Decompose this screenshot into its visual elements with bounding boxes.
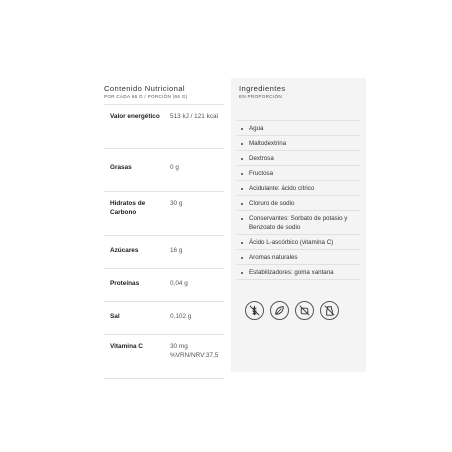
bullet-icon [241,272,243,274]
nutrition-row-label: Valor energético [110,113,160,120]
ingredient-label: Conservantes: Sorbato de potasio y Benzoato de sodio [249,215,348,231]
nutrition-row-label: Hidratos de Carbono [110,200,146,216]
nutrition-row-label: Proteínas [110,280,140,287]
ingredient-label: Estabilizadores: goma xantana [249,269,334,276]
nutrition-row-value: 0,102 g [170,313,192,320]
nutrition-row [104,335,224,379]
nutrition-row-label: Grasas [110,164,132,171]
ingredients-list [237,120,360,280]
list-item [237,250,360,265]
nutrition-row-value: 16 g [170,247,183,254]
ingredient-label: Ácido L-ascórbico (vitamina C) [249,239,334,246]
nutrition-row-value: 513 kJ / 121 kcal [170,113,218,120]
list-item [237,235,360,250]
ingredient-label: Aromas naturales [249,254,298,261]
nutrition-row [104,302,224,335]
nutrition-row [104,236,224,269]
list-item [237,121,360,136]
nutrition-row-value: 30 mg %VRN/NRV:37,5 [170,343,219,359]
bullet-icon [241,242,243,244]
ingredient-label: Cloruro de sodio [249,200,295,207]
bullet-icon [241,188,243,190]
ingredients-header [239,84,286,100]
no-milk-icon [320,301,339,320]
nutrition-panel [104,84,224,359]
no-wheat-icon [245,301,264,320]
ingredient-label: Maltodextrina [249,140,287,147]
ingredients-subtitle: EN PROPORCIÓN [239,94,282,99]
nutrition-row-label: Sal [110,313,120,320]
nutrition-row-value: 0,04 g [170,280,188,287]
list-item [237,211,360,235]
list-item [237,151,360,166]
nutrition-row-value: 0 g [170,164,179,171]
ingredient-label: Fructosa [249,170,274,177]
ingredients-title: Ingredientes [239,84,286,93]
bullet-icon [241,143,243,145]
ingredient-label: Agua [249,125,264,132]
nutrition-subtitle: POR CADA 66 G / PORCIÓN (66 G) [104,94,188,99]
nutrition-row-label: Vitamina C [110,343,143,350]
nutrition-row [104,149,224,192]
nutrition-table [104,104,224,379]
bullet-icon [241,173,243,175]
diet-badges [245,301,339,320]
bullet-icon [241,218,243,220]
nutrition-title: Contenido Nutricional [104,84,186,93]
bullet-icon [241,158,243,160]
list-item [237,265,360,280]
ingredient-label: Acidulante: ácido cítrico [249,185,315,192]
nutrition-row-value: 30 g [170,200,183,207]
bullet-icon [241,128,243,130]
vegan-leaf-icon [270,301,289,320]
list-item [237,166,360,181]
nutrition-row [104,192,224,236]
nutrition-row [104,269,224,302]
ingredient-label: Dextrosa [249,155,274,162]
no-bread-icon [295,301,314,320]
bullet-icon [241,257,243,259]
bullet-icon [241,203,243,205]
list-item [237,196,360,211]
ingredients-panel [231,78,366,372]
list-item [237,181,360,196]
nutrition-row-label: Azúcares [110,247,139,254]
list-item [237,136,360,151]
nutrition-row [104,105,224,149]
